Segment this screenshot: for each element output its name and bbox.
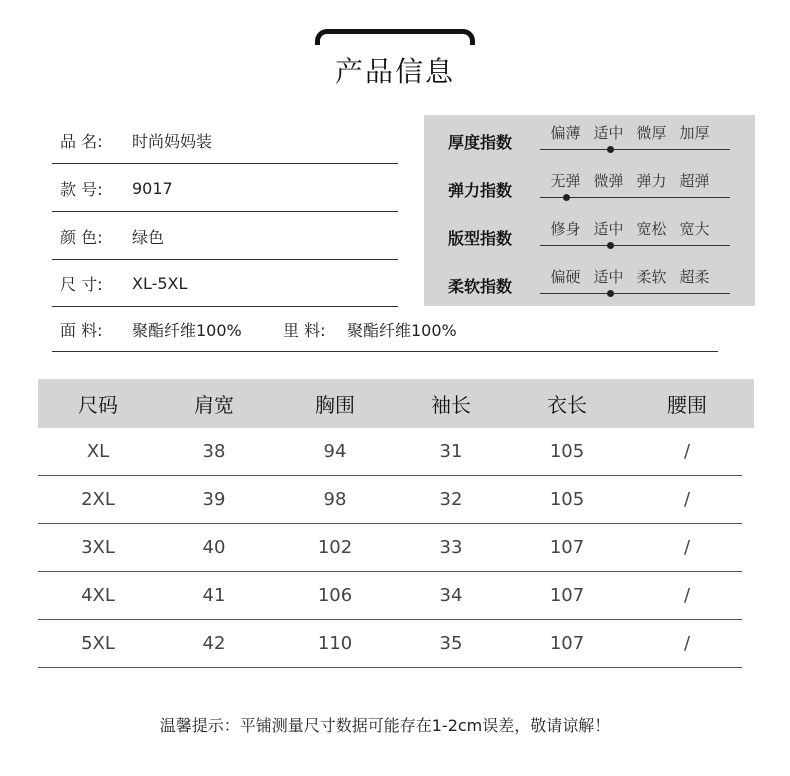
- index-row-elasticity: [424, 163, 755, 211]
- index-options: [544, 122, 734, 143]
- table-cell: /: [683, 489, 691, 510]
- index-option: 偏硬: [550, 268, 581, 286]
- index-scale-line: [540, 149, 730, 150]
- table-cell: 31: [439, 441, 463, 462]
- table-cell: 5XL: [81, 633, 115, 654]
- info-value: XL-5XL: [132, 273, 188, 293]
- index-options: [544, 170, 734, 191]
- index-option: 柔软: [636, 268, 667, 286]
- index-option: 适中: [593, 124, 624, 142]
- size-table: [38, 379, 754, 668]
- index-option: 适中: [593, 220, 624, 238]
- info-value: 绿色: [132, 227, 165, 247]
- index-option: 弹力: [636, 172, 667, 190]
- table-cell: 105: [549, 441, 585, 462]
- index-indicator-dot: [607, 242, 614, 249]
- table-cell: /: [683, 633, 691, 654]
- table-cell: 107: [549, 585, 585, 606]
- table-cell: 38: [202, 441, 226, 462]
- index-name: 柔软指数: [448, 277, 513, 296]
- header-cell: 肩宽: [194, 393, 234, 417]
- index-option: 偏薄: [550, 124, 581, 142]
- index-indicator-dot: [563, 194, 570, 201]
- info-label: 颜 色:: [60, 227, 103, 247]
- index-scale-line: [540, 293, 730, 294]
- header-cell: 尺码: [78, 393, 118, 417]
- header-cell: 袖长: [431, 393, 471, 417]
- info-row-size: [52, 260, 398, 307]
- index-option: 加厚: [679, 124, 710, 142]
- table-cell: 42: [202, 633, 226, 654]
- table-cell: 40: [202, 537, 226, 558]
- index-scale-line: [540, 245, 730, 246]
- index-name: 版型指数: [448, 229, 513, 248]
- table-cell: 110: [317, 633, 353, 654]
- table-cell: 3XL: [81, 537, 115, 558]
- table-cell: 94: [323, 441, 347, 462]
- table-row: [38, 428, 742, 476]
- header-cell: 腰围: [667, 393, 707, 417]
- table-cell: 105: [549, 489, 585, 510]
- table-row: [38, 620, 742, 668]
- table-cell: 2XL: [81, 489, 115, 510]
- info-value: 时尚妈妈装: [132, 131, 213, 151]
- table-row: [38, 572, 742, 620]
- info-label: 尺 寸:: [60, 274, 103, 294]
- table-cell: /: [683, 441, 691, 462]
- info-value: 9017: [132, 178, 173, 198]
- index-options: [544, 218, 734, 239]
- index-option: 宽松: [636, 220, 667, 238]
- index-panel: [424, 115, 755, 306]
- index-row-thickness: [424, 115, 755, 163]
- info-row-name: [52, 117, 398, 164]
- table-cell: 102: [317, 537, 353, 558]
- info-label: 品 名:: [60, 131, 103, 151]
- index-name: 厚度指数: [448, 133, 513, 152]
- header-cell: 衣长: [547, 393, 587, 417]
- size-table-header: [38, 379, 754, 428]
- index-name: 弹力指数: [448, 181, 513, 200]
- fabric-label: 面 料:: [60, 320, 103, 340]
- lining-label: 里 料:: [283, 320, 326, 340]
- table-cell: 106: [317, 585, 353, 606]
- table-cell: 4XL: [81, 585, 115, 606]
- info-row-style-number: [52, 165, 398, 212]
- index-option: 超柔: [679, 268, 710, 286]
- table-cell: 34: [439, 585, 463, 606]
- index-option: 宽大: [679, 220, 710, 238]
- info-row-color: [52, 213, 398, 260]
- index-row-softness: [424, 259, 755, 307]
- index-option: 微弹: [593, 172, 624, 190]
- index-indicator-dot: [607, 146, 614, 153]
- fabric-row: [52, 307, 718, 352]
- table-cell: 107: [549, 633, 585, 654]
- index-indicator-dot: [607, 290, 614, 297]
- table-cell: 35: [439, 633, 463, 654]
- index-row-fit: [424, 211, 755, 259]
- table-cell: 32: [439, 489, 463, 510]
- fabric-value: 聚酯纤维100%: [132, 320, 242, 340]
- table-row: [38, 476, 742, 524]
- index-option: 适中: [593, 268, 624, 286]
- title-decoration-arc: [315, 29, 475, 45]
- page-title: 产品信息: [334, 55, 455, 88]
- lining-value: 聚酯纤维100%: [347, 320, 457, 340]
- index-option: 修身: [550, 220, 581, 238]
- info-label: 款 号:: [60, 179, 103, 199]
- table-cell: /: [683, 537, 691, 558]
- table-cell: XL: [86, 441, 110, 462]
- index-option: 微厚: [636, 124, 667, 142]
- index-options: [544, 266, 734, 287]
- table-row: [38, 524, 742, 572]
- header-cell: 胸围: [315, 393, 355, 417]
- table-cell: 39: [202, 489, 226, 510]
- table-cell: /: [683, 585, 691, 606]
- table-cell: 98: [323, 489, 347, 510]
- index-option: 超弹: [679, 172, 710, 190]
- table-cell: 107: [549, 537, 585, 558]
- measurement-note: 温馨提示：平铺测量尺寸数据可能存在1-2cm误差，敬请谅解！: [159, 716, 611, 735]
- table-cell: 33: [439, 537, 463, 558]
- index-option: 无弹: [550, 172, 581, 190]
- table-cell: 41: [202, 585, 226, 606]
